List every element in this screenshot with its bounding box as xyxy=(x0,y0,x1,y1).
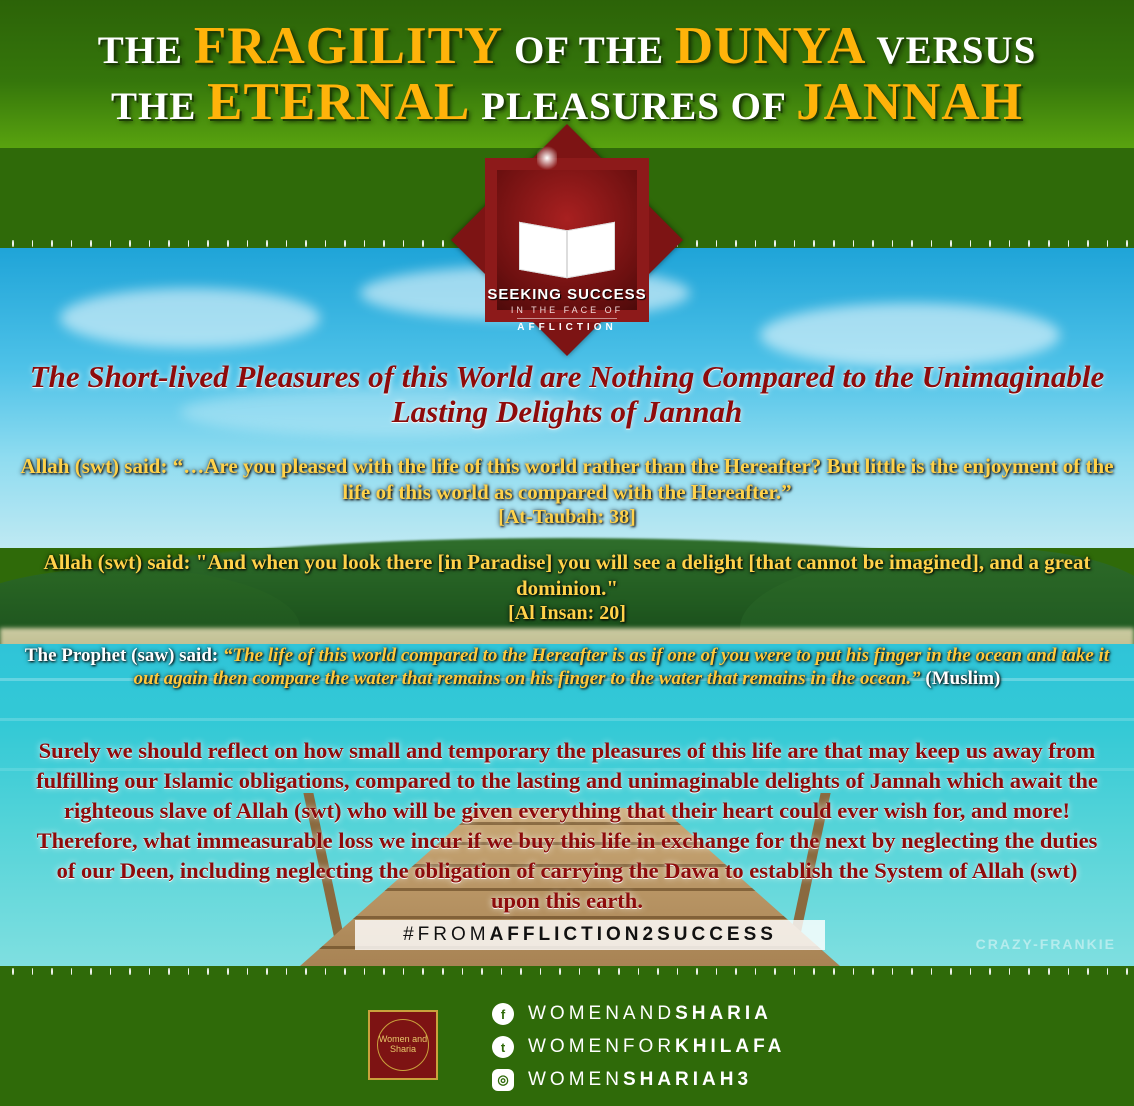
facebook-icon: f xyxy=(492,1003,514,1025)
quote-hadith xyxy=(20,644,1114,690)
badge-mid: IN THE FACE OF xyxy=(510,305,624,315)
organization-logo-text: Women and Sharia xyxy=(377,1019,429,1071)
twitter-icon: t xyxy=(492,1036,514,1058)
quote-quran-2-reference: [Al Insan: 20] xyxy=(508,602,626,625)
organization-logo xyxy=(368,1010,438,1080)
instagram-icon: ◎ xyxy=(492,1069,514,1091)
social-row-instagram[interactable] xyxy=(492,1069,1012,1091)
seeking-success-badge xyxy=(467,150,667,345)
quote-quran-2-text: Allah (swt) said: "And when you look there [in Paradise] you will see a delight [that cannot be imagined], and a great dominion." xyxy=(43,550,1091,600)
quote-hadith-lead: The Prophet (saw) said: xyxy=(24,645,219,666)
hashtag-mid: 2 xyxy=(642,924,658,945)
image-watermark: CRAZY-FRANKIE xyxy=(975,936,1116,952)
subtitle: The Short-lived Pleasures of this World are Nothing Compared to the Unimaginable Lasting Delights of Jannah xyxy=(29,359,1105,429)
social-links xyxy=(492,1003,1012,1102)
social-handle-instagram: WOMENSHARIAH3 xyxy=(528,1069,753,1090)
quote-quran-1-reference: [At-Taubah: 38] xyxy=(498,506,636,529)
badge-text xyxy=(467,286,667,335)
social-handle-facebook: WOMENANDSHARIA xyxy=(528,1003,772,1024)
social-row-facebook[interactable] xyxy=(492,1003,1012,1025)
quote-hadith-text: “The life of this world compared to the Hereafter is as if one of you were to put his finger in the ocean and take it out again then compare the water that remains on his finger to the water that remains in the ocean.” xyxy=(133,645,1110,690)
quote-quran-2 xyxy=(20,550,1114,626)
body-paragraph: Surely we should reflect on how small and temporary the pleasures of this life are that may keep us away from fulfilling our Islamic obligations, compared to the lasting and unimaginable delights of Jannah which await the righteous slave of Allah (swt) who will be given everything that their heart could ever wish for, and more! Therefore, what immeasurable loss we incur if we buy this life in exchange for the next by neglecting the duties of our Deen, including neglecting the obligation of carrying the Dawa to establish the System of Allah (swt) upon this earth. xyxy=(36,738,1098,913)
sparkle-icon xyxy=(537,144,557,172)
open-book-icon xyxy=(519,226,615,280)
hashtag-bold-2: SUCCESS xyxy=(657,924,777,945)
header-line-2: THE ETERNAL PLEASURES OF JANNAH xyxy=(111,73,1023,131)
social-row-twitter[interactable] xyxy=(492,1036,1012,1058)
badge-bottom: AFFLICTION xyxy=(517,318,616,333)
campaign-hashtag xyxy=(355,920,825,950)
social-handle-twitter: WOMENFORKHILAFA xyxy=(528,1036,786,1057)
quote-quran-1-text: Allah (swt) said: “…Are you pleased with the life of this world rather than the Hereafter? But little is the enjoyment of the life of this world as compared with the Hereafter.” xyxy=(20,454,1114,504)
header-line-1: THE FRAGILITY OF THE DUNYA VERSUS xyxy=(97,16,1037,75)
hashtag-prefix: #FROM xyxy=(403,924,490,945)
quote-quran-1 xyxy=(20,454,1114,530)
dotted-divider-bottom xyxy=(0,966,1134,976)
quote-hadith-source: (Muslim) xyxy=(925,668,1001,690)
hashtag-bold-1: AFFLICTION xyxy=(489,924,643,945)
badge-title: SEEKING SUCCESS xyxy=(487,286,647,303)
